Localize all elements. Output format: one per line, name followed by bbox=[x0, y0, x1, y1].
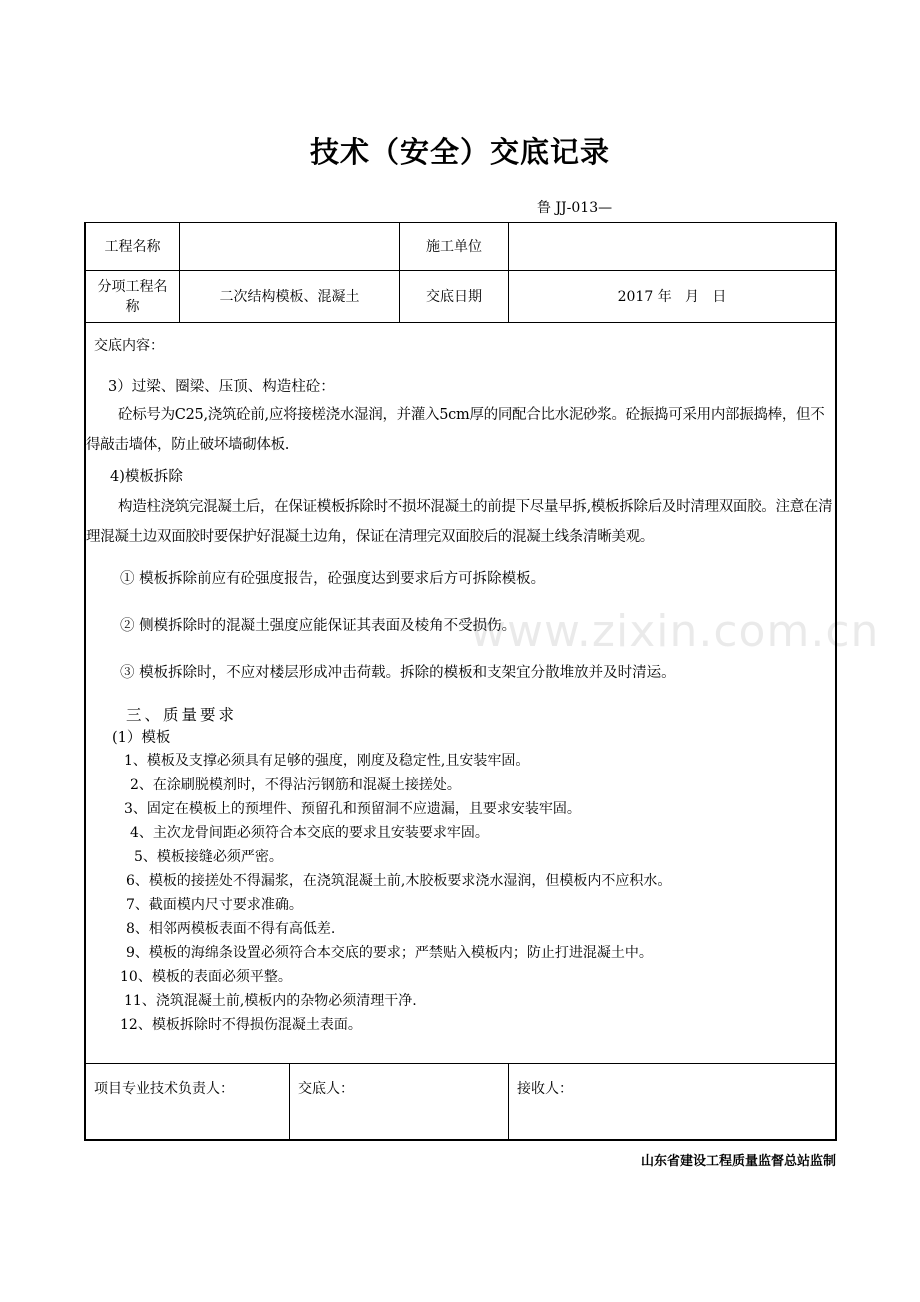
sig-divider-1 bbox=[289, 1063, 290, 1141]
sub-project-label bbox=[86, 271, 179, 322]
quality-item: 10、模板的表面必须平整。 bbox=[120, 969, 292, 985]
quality-item: 3、固定在模板上的预埋件、预留孔和预留洞不应遗漏，且要求安装牢固。 bbox=[124, 801, 581, 817]
row-divider-3 bbox=[86, 1063, 835, 1064]
document-code: 鲁 JJ-013— bbox=[537, 200, 613, 216]
construction-unit-value bbox=[509, 223, 835, 270]
tech-lead-signature-label: 项目专业技术负责人： bbox=[94, 1081, 234, 1097]
content-label: 交底内容： bbox=[94, 338, 164, 354]
demolition-point-1: ① 模板拆除前应有砼强度报告，砼强度达到要求后方可拆除模板。 bbox=[120, 571, 546, 587]
section4-title: 4)模板拆除 bbox=[110, 469, 183, 485]
discloser-signature-label: 交底人： bbox=[298, 1081, 354, 1097]
section3-title: 3）过梁、圈梁、压顶、构造柱砼： bbox=[108, 379, 335, 395]
demolition-point-2: ② 侧模拆除时的混凝土强度应能保证其表面及棱角不受损伤。 bbox=[120, 618, 517, 634]
record-table bbox=[84, 222, 837, 1141]
quality-item: 2、在涂刷脱模剂时，不得沾污钢筋和混凝土接搓处。 bbox=[130, 777, 461, 793]
sub-project-label-line1: 分项工程名 bbox=[97, 278, 168, 295]
quality-item: 5、模板接缝必须严密。 bbox=[134, 849, 283, 865]
quality-item: 4、主次龙骨间距必须符合本交底的要求且安装要求牢固。 bbox=[130, 825, 489, 841]
project-name-label: 工程名称 bbox=[104, 238, 161, 255]
issuer-footer: 山东省建设工程质量监督总站监制 bbox=[640, 1154, 836, 1169]
quality-item: 9、模板的海绵条设置必须符合本交底的要求；严禁贴入模板内；防止打进混凝土中。 bbox=[126, 945, 653, 961]
quality-item: 7、截面模内尺寸要求准确。 bbox=[126, 897, 303, 913]
quality-item: 6、模板的接搓处不得漏浆，在浇筑混凝土前,木胶板要求浇水湿润，但模板内不应积水。 bbox=[126, 873, 672, 889]
sub-project-value: 二次结构模板、混凝土 bbox=[219, 288, 360, 305]
watermark-text: www.zixin.com.cn bbox=[470, 606, 880, 657]
disclosure-date-label: 交底日期 bbox=[426, 288, 482, 305]
quality-item: 11、浇筑混凝土前,模板内的杂物必须清理干净. bbox=[124, 993, 417, 1009]
quality-item: 1、模板及支撑必须具有足够的强度，刚度及稳定性,且安装牢固。 bbox=[124, 753, 530, 769]
row-divider-2 bbox=[86, 322, 835, 323]
quality-item: 12、模板拆除时不得损伤混凝土表面。 bbox=[120, 1017, 362, 1033]
receiver-signature-label: 接收人： bbox=[517, 1081, 573, 1097]
quality-requirements-title: 三、质量要求 bbox=[126, 706, 238, 724]
section4-text: 构造柱浇筑完混凝土后，在保证模板拆除时不损坏混凝土的前提下尽量早拆,模板拆除后及时清理双面胶。注意在清理混凝土边双面胶时要保护好混凝土边角，保证在清理完双面胶后的混凝土线条清晰美观。 bbox=[86, 499, 833, 545]
demolition-point-3: ③ 模板拆除时，不应对楼层形成冲击荷载。拆除的模板和支架宜分散堆放并及时清运。 bbox=[120, 665, 676, 681]
section3-text: 砼标号为C25,浇筑砼前,应将接槎浇水湿润，并灌入5cm厚的同配合比水泥砂浆。砼振捣可采用内部振捣棒，但不得敲击墙体，防止破坏墙砌体板. bbox=[86, 407, 825, 453]
document-title: 技术（安全）交底记录 bbox=[309, 135, 610, 169]
sub-project-label-line2: 称 bbox=[125, 298, 140, 315]
quality-item: 8、相邻两模板表面不得有高低差. bbox=[126, 921, 336, 937]
project-name-value bbox=[180, 223, 399, 270]
disclosure-date-value: 2017 年 月 日 bbox=[617, 288, 727, 305]
construction-unit-label: 施工单位 bbox=[426, 238, 482, 255]
formwork-title: (1）模板 bbox=[112, 730, 171, 746]
sig-divider-2 bbox=[508, 1063, 509, 1141]
